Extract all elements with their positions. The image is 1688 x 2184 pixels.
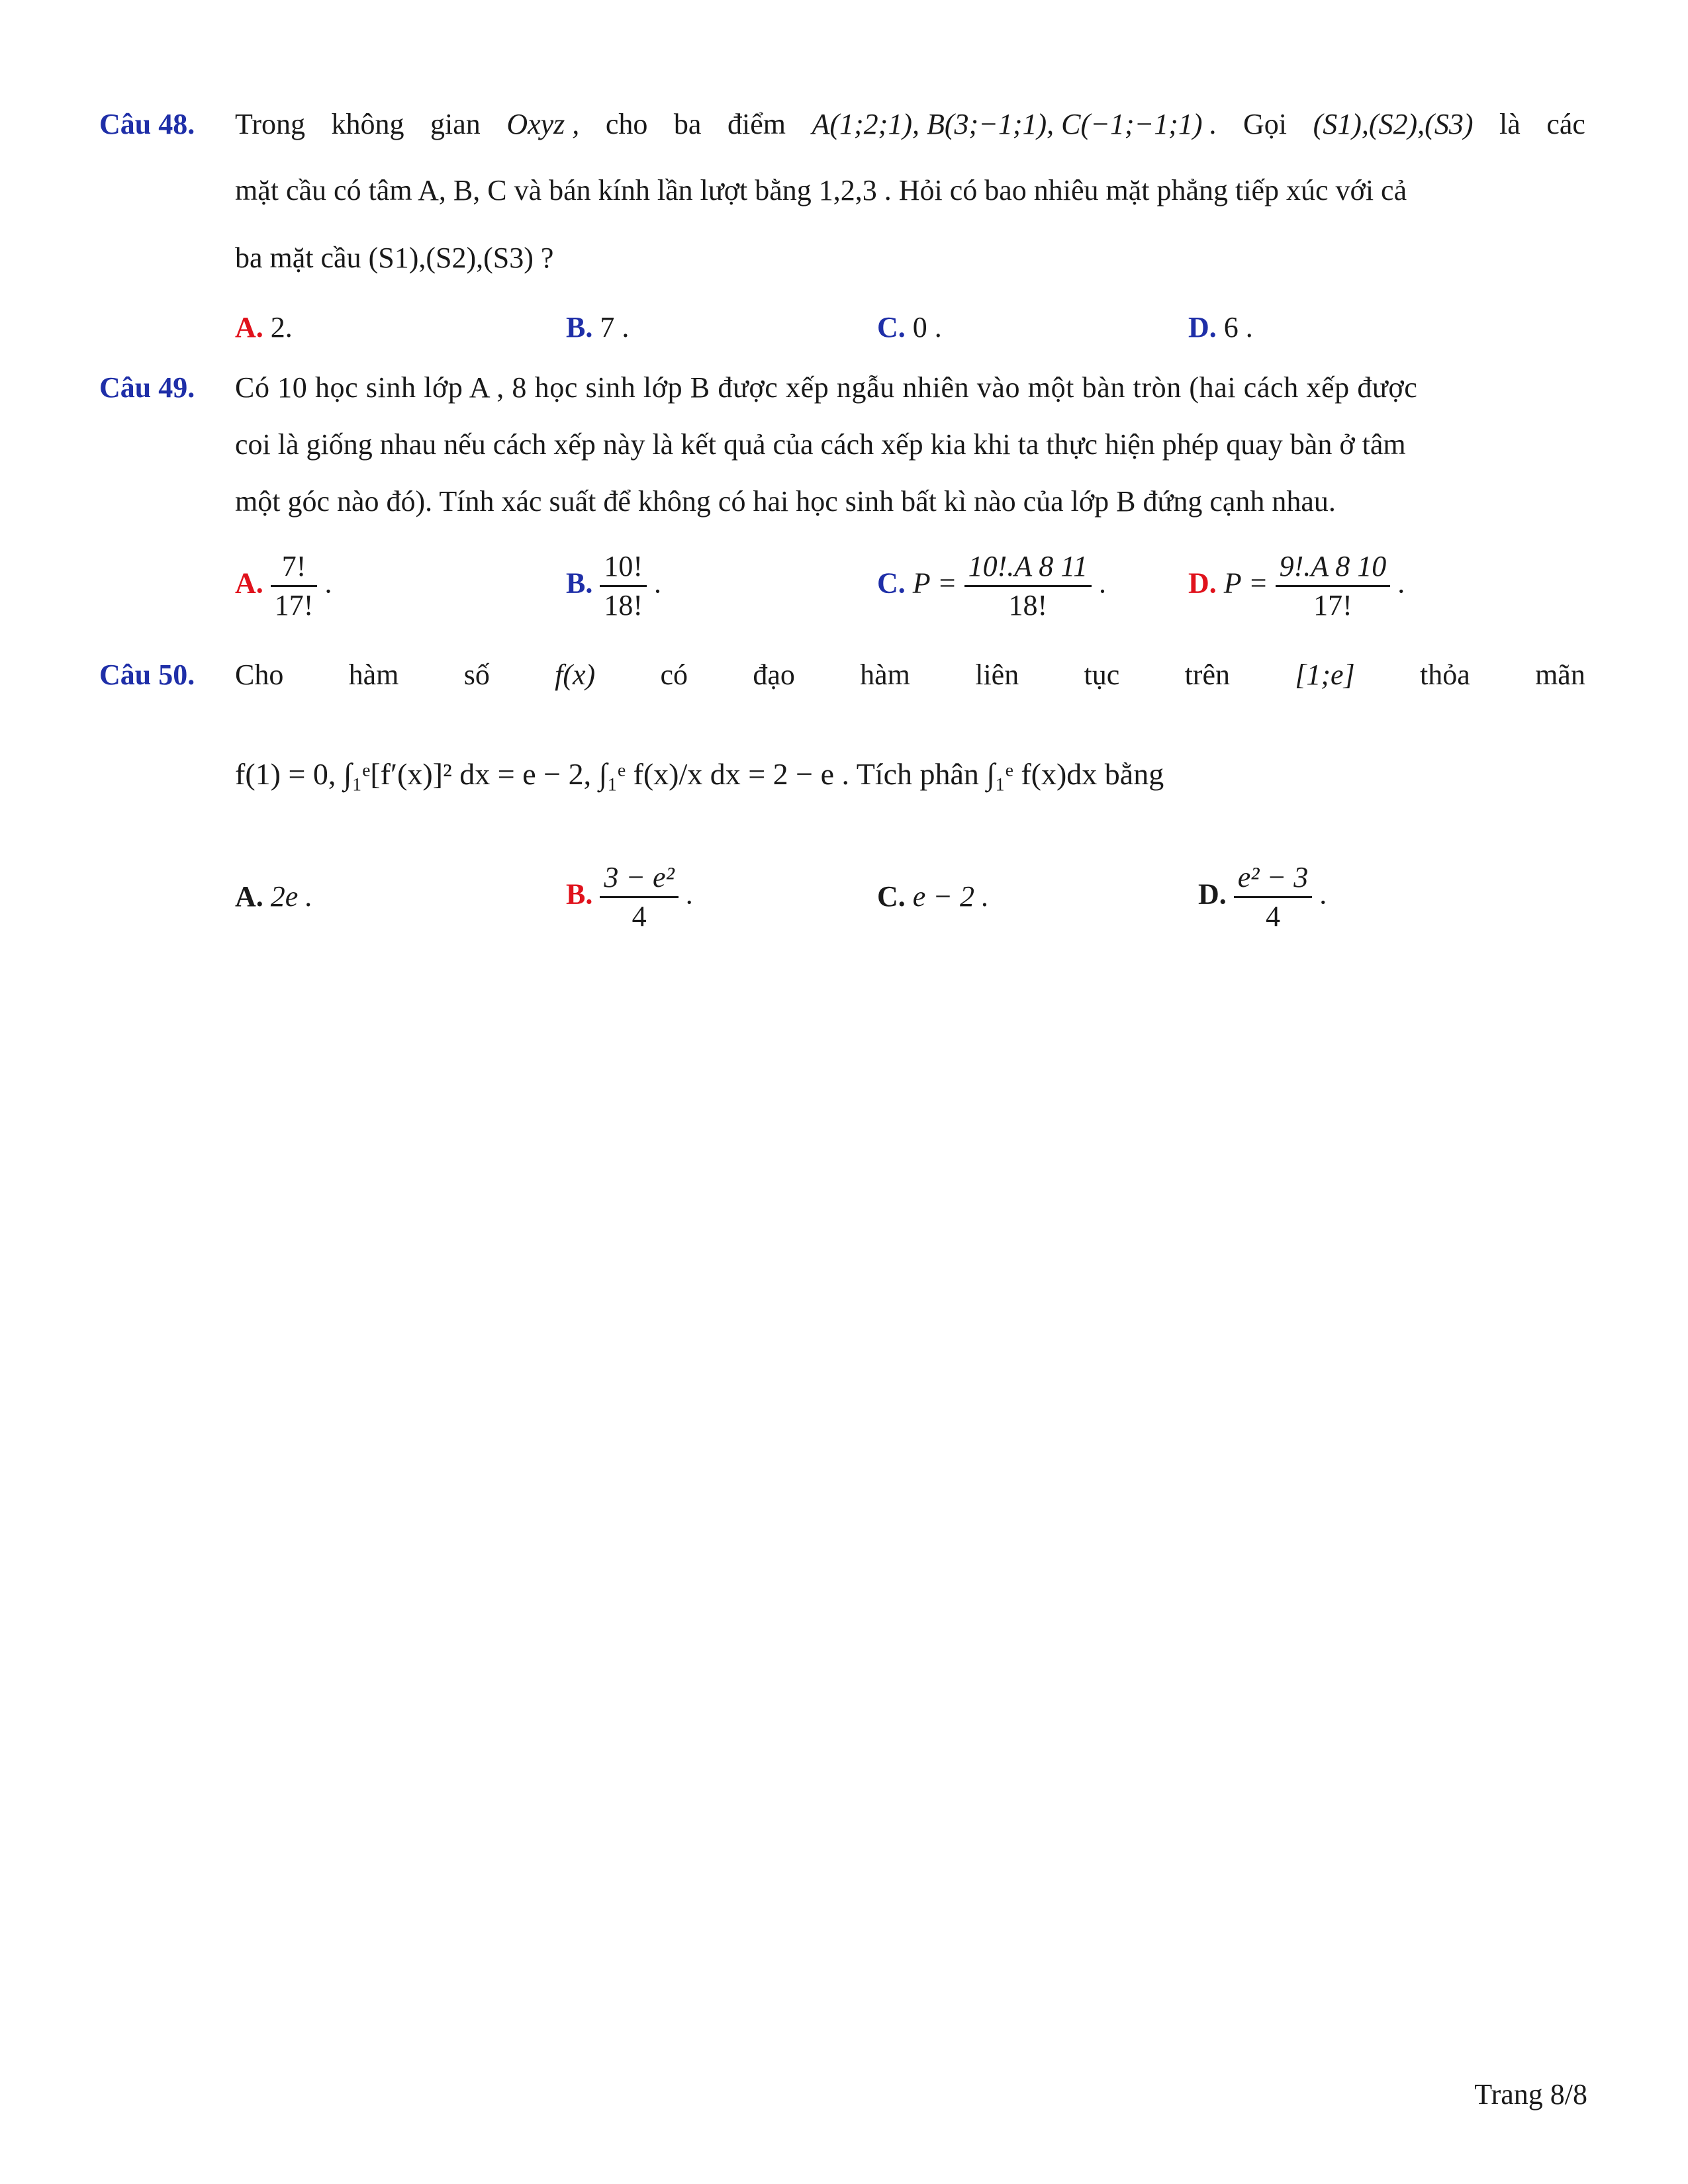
word: cho — [605, 108, 648, 140]
question-50-line-1 — [235, 655, 1585, 695]
option-label: D. — [1188, 311, 1217, 343]
option-value: 2. — [270, 311, 293, 343]
fraction — [271, 548, 318, 624]
fraction — [600, 548, 647, 624]
option-value: 0 . — [912, 311, 942, 343]
fraction — [600, 859, 678, 935]
word: ba — [673, 108, 702, 140]
function-expression: f(x) — [555, 659, 596, 691]
option-value: 7 . — [600, 311, 630, 343]
question-50-option-b[interactable] — [566, 859, 693, 935]
word: không — [331, 108, 404, 140]
option-value: 2e . — [270, 880, 313, 913]
option-prefix: P = — [1223, 567, 1268, 600]
numerator: 9!.A 8 10 — [1276, 548, 1391, 587]
word: mãn — [1535, 659, 1585, 691]
option-label: D. — [1198, 878, 1227, 911]
word: điểm — [727, 108, 786, 140]
option-value: 6 . — [1223, 311, 1253, 343]
denominator: 18! — [1008, 589, 1048, 621]
word: gian — [430, 108, 481, 140]
question-48-line-1 — [235, 105, 1585, 144]
option-label: C. — [877, 311, 906, 343]
word: hàm — [860, 659, 910, 691]
word: có — [660, 659, 688, 691]
word: hàm — [348, 659, 399, 691]
word: liên — [975, 659, 1019, 691]
question-50-option-a[interactable] — [235, 877, 312, 917]
question-48-line-2: mặt cầu có tâm A, B, C và bán kính lần lượt bằng 1,2,3 . Hỏi có bao nhiêu mặt phẳng tiếp xúc với cả — [235, 174, 1407, 206]
word: trên — [1184, 659, 1230, 691]
option-value: e − 2 . — [912, 880, 990, 913]
numerator: 7! — [271, 548, 318, 587]
question-48-label: Câu 48. — [99, 108, 195, 140]
question-48-line-3: ba mặt cầu (S1),(S2),(S3) ? — [235, 242, 554, 274]
option-suffix: . — [1319, 878, 1327, 911]
word: tục — [1084, 659, 1120, 691]
numerator: 3 − e² — [600, 859, 678, 898]
interval-expression: [1;e] — [1295, 659, 1355, 691]
question-49-option-a[interactable] — [235, 548, 332, 624]
question-49-option-d[interactable] — [1188, 548, 1405, 624]
option-suffix: . — [1099, 567, 1107, 600]
option-prefix: P = — [912, 567, 957, 600]
option-label: C. — [877, 567, 906, 600]
word: thỏa — [1420, 659, 1470, 691]
option-label: B. — [566, 567, 593, 600]
space-name: Oxyz , — [506, 108, 580, 140]
word: Cho — [235, 659, 284, 691]
question-48-option-d[interactable] — [1188, 308, 1253, 347]
denominator: 18! — [604, 589, 643, 621]
option-suffix: . — [654, 567, 662, 600]
fraction — [1234, 859, 1312, 935]
word: các — [1546, 108, 1585, 140]
denominator: 4 — [632, 900, 647, 933]
option-suffix: . — [1397, 567, 1405, 600]
option-suffix: . — [324, 567, 332, 600]
question-49-label: Câu 49. — [99, 371, 195, 404]
option-label: C. — [877, 880, 906, 913]
option-label: B. — [566, 311, 593, 343]
question-49-option-b[interactable] — [566, 548, 661, 624]
word: là — [1499, 108, 1521, 140]
question-49-line-1: Có 10 học sinh lớp A , 8 học sinh lớp B được xếp ngẫu nhiên vào một bàn tròn (hai cách xếp được — [235, 371, 1418, 404]
question-49-line-3: một góc nào đó). Tính xác suất để không có hai học sinh bất kì nào của lớp B đứng cạnh nhau. — [235, 485, 1336, 518]
question-49-option-c[interactable] — [877, 548, 1106, 624]
denominator: 17! — [274, 589, 314, 621]
question-50-option-d[interactable] — [1198, 859, 1327, 935]
option-label: B. — [566, 878, 593, 911]
question-48-option-b[interactable] — [566, 308, 629, 347]
points-expression: A(1;2;1), B(3;−1;1), C(−1;−1;1) . — [812, 108, 1217, 140]
option-label: A. — [235, 311, 263, 343]
numerator: 10!.A 8 11 — [964, 548, 1092, 587]
spheres-expression: (S1),(S2),(S3) — [1313, 108, 1474, 140]
fraction — [1276, 548, 1391, 624]
option-suffix: . — [685, 878, 693, 911]
word: Trong — [235, 108, 305, 140]
option-label: A. — [235, 880, 263, 913]
option-label: A. — [235, 567, 263, 600]
word: Gọi — [1243, 108, 1288, 140]
fraction — [964, 548, 1092, 624]
numerator: 10! — [600, 548, 647, 587]
option-label: D. — [1188, 567, 1217, 600]
numerator: e² − 3 — [1234, 859, 1312, 898]
question-49-line-2: coi là giống nhau nếu cách xếp này là kết quả của cách xếp kia khi ta thực hiện phép quay bàn ở tâm — [235, 428, 1406, 461]
word: đạo — [753, 659, 795, 691]
question-50-line-2: f(1) = 0, ∫₁ᵉ[f′(x)]² dx = e − 2, ∫₁ᵉ f(x)/x dx = 2 − e . Tích phân ∫₁ᵉ f(x)dx bằng — [235, 757, 1164, 791]
denominator: 17! — [1313, 589, 1352, 621]
question-50-option-c[interactable] — [877, 877, 989, 917]
denominator: 4 — [1265, 900, 1280, 933]
question-48-option-c[interactable] — [877, 308, 942, 347]
page-number: Trang 8/8 — [1474, 2078, 1587, 2111]
question-50-label: Câu 50. — [99, 659, 195, 691]
word: số — [463, 659, 490, 691]
question-48-option-a[interactable] — [235, 308, 293, 347]
